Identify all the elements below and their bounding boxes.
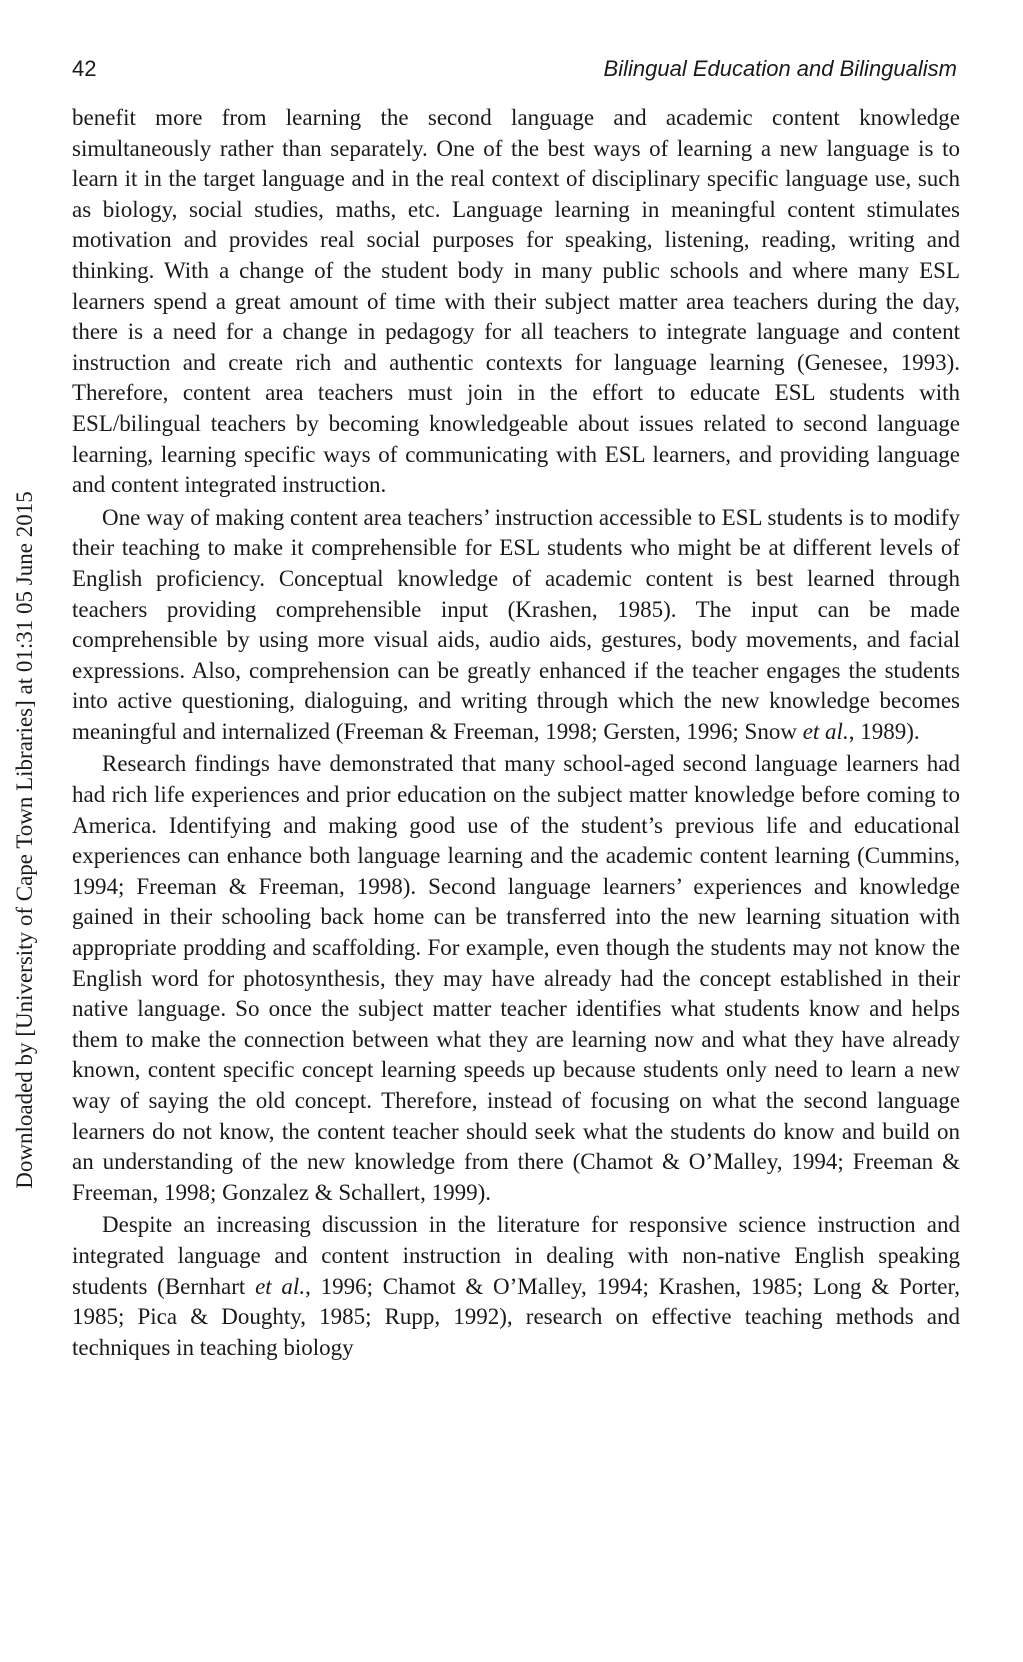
paragraph-4 xyxy=(72,1210,960,1363)
paragraph-4-text: Despite an increasing discussion in the literature for responsive science instruction and integrated language and content instruction in dealing with non-native English speaking students (Bernhart xyxy=(72,1212,960,1299)
paragraph-2-etal: et al. xyxy=(802,718,849,744)
paragraph-2-text: One way of making content area teachers’ instruction accessible to ESL students is to modify their teaching to make it comprehensible for ESL students who might be at different levels of English proficiency. Conceptual knowledge of academic content is best learned through teachers providing comprehensible input (Krashen, 1985). The input can be made comprehensible by using more visual aids, audio aids, gestures, body movements, and facial expressions. Also, comprehension can be greatly enhanced if the teacher engages the students into active questioning, dialoguing, and writing through which the new knowledge becomes meaningful and internalized (Freeman & Freeman, 1998; Gersten, 1996; Snow xyxy=(72,504,960,744)
paragraph-1: benefit more from learning the second language and academic content knowledge simultaneously rather than separately. One of the best ways of learning a new language is to learn it in the target language and in the real context of disciplinary specific language use, such as biology, social studies, maths, etc. Language learning in meaningful content stimulates motivation and provides real social purposes for speaking, listening, reading, writing and thinking. With a change of the student body in many public schools and where many ESL learners spend a great amount of time with their subject matter area teachers during the day, there is a need for a change in pedagogy for all teachers to integrate language and content instruction and create rich and authentic contexts for language learning (Genesee, 1993). Therefore, content area teachers must join in the effort to educate ESL students with ESL/bilingual teachers by becoming knowledgeable about issues related to second language learning, learning specific ways of communicating with ESL learners, and providing language and content integrated instruction. xyxy=(72,105,960,498)
paragraph-2-end: , 1989). xyxy=(848,718,920,744)
paragraph-4-end: , 1996; Chamot & O’Malley, 1994; Krashen, 1985; Long & Porter, 1985; Pica & Doughty, 1985; Rupp, 1992), research on effective teaching methods and techniques in teaching biology xyxy=(72,1273,960,1360)
download-watermark: Downloaded by [University of Cape Town Libraries] at 01:31 05 June 2015 xyxy=(12,491,37,1189)
paragraph-4-etal: et al. xyxy=(255,1273,306,1299)
page-number: 42 xyxy=(72,56,97,81)
paragraph-3: Research findings have demonstrated that many school-aged second language learners had had rich life experiences and prior education on the subject matter knowledge before coming to America. Identifying and making good use of the student’s previous life and educational experiences can enhance both language learning and the academic content learning (Cummins, 1994; Freeman & Freeman, 1998). Second language learners’ experiences and knowledge gained in their schooling back home can be transferred into the new learning situation with appropriate prodding and scaffolding. For example, even though the students may not know the English word for photosynthesis, they may have already had the concept established in their native language. So once the subject matter teacher identifies what students know and helps them to make the connection between what they are learning now and what they have already known, content specific concept learning speeds up because students only need to learn a new way of saying the old concept. Therefore, instead of focusing on what the second language learners do not know, the content teacher should seek what the students do know and build on an understanding of the new knowledge from there (Chamot & O’Malley, 1994; Freeman & Freeman, 1998; Gonzalez & Schallert, 1999). xyxy=(72,751,960,1205)
paragraph-2 xyxy=(72,503,960,748)
main-text xyxy=(72,103,960,1363)
running-title: Bilingual Education and Bilingualism xyxy=(603,56,957,81)
